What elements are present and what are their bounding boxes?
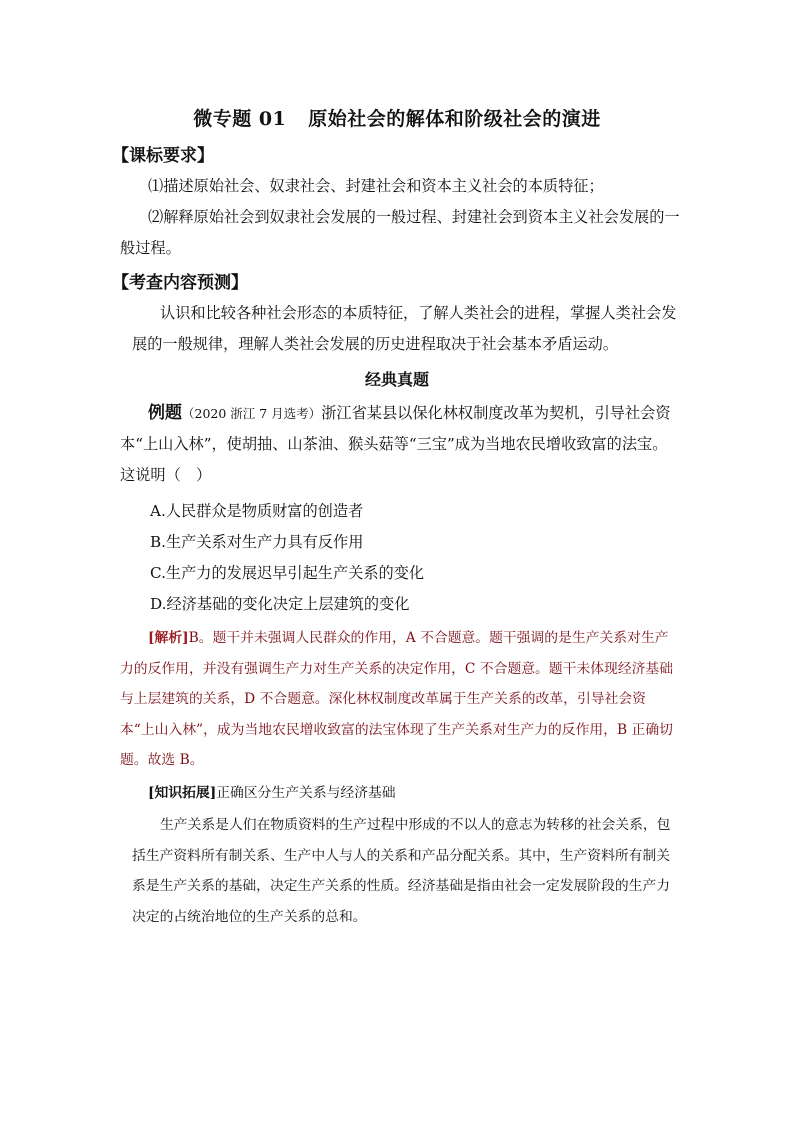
example-label: 例题	[148, 403, 182, 423]
curriculum-item-1: ⑴描述原始社会、奴隶社会、封建社会和资本主义社会的本质特征；	[148, 177, 604, 195]
forecast-text: 认识和比较各种社会形态的本质特征，了解人类社会的进程，掌握人类社会发展的一般规律，理解人类社会发展的历史进程取决于社会基本矛盾运动。	[132, 304, 677, 353]
classic-heading: 经典真题	[364, 370, 429, 389]
option-a: A.人民群众是物质财富的创造者	[150, 502, 364, 520]
option-c: C.生产力的发展迟早引起生产关系的变化	[150, 564, 425, 582]
extension-title: 正确区分生产关系与经济基础	[216, 785, 396, 801]
analysis-tag: [解析]	[148, 630, 189, 646]
option-b: B.生产关系对生产力具有反作用	[150, 533, 364, 551]
example-stem: 浙江省某县以保化林权制度改革为契机，引导社会资本“上山入林”，使胡抽、山茶油、猴头菇等“三宝”成为当地农民增收致富的法宝。这说明（ ）	[120, 404, 671, 484]
curriculum-item-2: ⑵解释原始社会到奴隶社会发展的一般过程、封建社会到资本主义社会发展的一般过程。	[120, 208, 680, 257]
extension-tag: [知识拓展]	[148, 785, 217, 801]
example-question	[120, 398, 680, 491]
analysis-block	[120, 623, 680, 776]
title-prefix: 微专题 01	[193, 108, 287, 130]
forecast-heading: 【考查内容预测】	[112, 273, 248, 293]
page-title	[0, 104, 794, 131]
analysis-text: B。题干并未强调人民群众的作用，A 不合题意。题干强调的是生产关系对生产力的反作用，并没有强调生产力对生产关系的决定作用，C 不合题意。题干未体现经济基础与上层建筑的关系，D 不合题意。深化林权制度改革属于生产关系的改革，引导社会资本“上山入林”，成为当地农民增收致富的法宝体现了生产关系对生产力的反作用，B 正确切题。故选 B。	[120, 630, 674, 768]
title-main: 原始社会的解体和阶级社会的演进	[308, 108, 601, 130]
extension-text: 生产关系是人们在物质资料的生产过程中形成的不以人的意志为转移的社会关系，包括生产资料所有制关系、生产中人与人的关系和产品分配关系。其中，生产资料所有制关系是生产关系的基础，决定生产关系的性质。经济基础是指由社会一定发展阶段的生产力决定的占统治地位的生产关系的总和。	[132, 817, 671, 925]
example-source: （2020 浙江 7 月选考）	[182, 406, 322, 421]
extension-heading	[148, 781, 396, 801]
curriculum-heading: 【课标要求】	[112, 146, 214, 166]
option-d: D.经济基础的变化决定上层建筑的变化	[150, 595, 410, 613]
